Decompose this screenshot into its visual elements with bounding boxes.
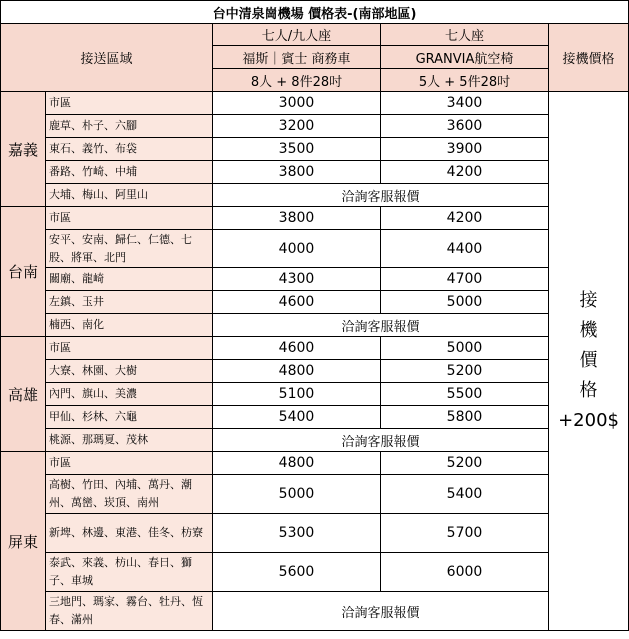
pickup-note-char: 價	[579, 350, 598, 371]
price-cell: 4600	[213, 291, 381, 314]
col2-models: GRANVIA航空椅	[381, 46, 549, 69]
col2-seats: 七人座	[381, 24, 549, 46]
price-cell: 5200	[381, 360, 549, 383]
price-cell: 3900	[381, 138, 549, 161]
area-cell: 楠西、南化	[46, 314, 213, 337]
price-cell: 4200	[381, 207, 549, 230]
pickup-price-header: 接機價格	[549, 24, 629, 92]
pickup-note-amount: +200$	[558, 410, 619, 431]
area-cell: 新埤、林邊、東港、佳冬、枋寮	[46, 514, 213, 553]
pickup-note-char: 機	[579, 320, 598, 341]
col1-seats: 七人/九人座	[213, 24, 381, 46]
pickup-note-char: 接	[579, 290, 598, 311]
price-cell: 4000	[213, 230, 381, 268]
area-cell: 三地門、瑪家、霧台、牡丹、恆春、滿州	[46, 592, 213, 631]
area-cell: 泰武、來義、枋山、春日、獅子、車城	[46, 553, 213, 592]
inquiry-cell: 洽詢客服報價	[213, 184, 549, 207]
price-cell: 3600	[381, 115, 549, 138]
area-cell: 市區	[46, 207, 213, 230]
area-cell: 大埔、梅山、阿里山	[46, 184, 213, 207]
area-cell: 市區	[46, 92, 213, 115]
price-cell: 3000	[213, 92, 381, 115]
price-cell: 5100	[213, 383, 381, 406]
inquiry-cell: 洽詢客服報價	[213, 429, 549, 452]
pickup-surcharge-note	[549, 92, 629, 631]
price-cell: 5400	[381, 475, 549, 514]
price-cell: 5600	[213, 553, 381, 592]
price-cell: 4400	[381, 230, 549, 268]
area-cell: 大寮、林園、大樹	[46, 360, 213, 383]
col1-models: 福斯｜賓士 商務車	[213, 46, 381, 69]
price-cell: 6000	[381, 553, 549, 592]
region-name: 屏東	[1, 452, 46, 631]
area-cell: 鹿草、朴子、六腳	[46, 115, 213, 138]
price-cell: 5200	[381, 452, 549, 475]
price-cell: 5000	[213, 475, 381, 514]
table-title: 台中清泉崗機場 價格表-(南部地區)	[1, 1, 629, 24]
area-cell: 甲仙、杉林、六龜	[46, 406, 213, 429]
area-cell: 桃源、那瑪夏、茂林	[46, 429, 213, 452]
price-cell: 4800	[213, 360, 381, 383]
col2-capacity: 5人 + 5件28吋	[381, 69, 549, 92]
price-cell: 5700	[381, 514, 549, 553]
price-cell: 3500	[213, 138, 381, 161]
price-cell: 4600	[213, 337, 381, 360]
price-cell: 4200	[381, 161, 549, 184]
inquiry-cell: 洽詢客服報價	[213, 592, 549, 631]
area-cell: 左鎮、玉井	[46, 291, 213, 314]
region-name: 高雄	[1, 337, 46, 452]
price-cell: 3800	[213, 207, 381, 230]
price-cell: 3200	[213, 115, 381, 138]
price-cell: 4800	[213, 452, 381, 475]
area-cell: 關廟、龍崎	[46, 268, 213, 291]
col1-capacity: 8人 + 8件28吋	[213, 69, 381, 92]
area-cell: 安平、安南、歸仁、仁德、七股、將軍、北門	[46, 230, 213, 268]
price-cell: 5500	[381, 383, 549, 406]
price-cell: 4700	[381, 268, 549, 291]
area-cell: 番路、竹崎、中埔	[46, 161, 213, 184]
price-cell: 5800	[381, 406, 549, 429]
price-cell: 5000	[381, 337, 549, 360]
area-cell: 高樹、竹田、內埔、萬丹、潮州、萬巒、崁頂、南州	[46, 475, 213, 514]
area-cell: 東石、義竹、布袋	[46, 138, 213, 161]
price-cell: 5000	[381, 291, 549, 314]
region-name: 嘉義	[1, 92, 46, 207]
price-cell: 5300	[213, 514, 381, 553]
area-cell: 市區	[46, 337, 213, 360]
area-cell: 內門、旗山、美濃	[46, 383, 213, 406]
pickup-note-char: 格	[579, 380, 598, 401]
price-cell: 3800	[213, 161, 381, 184]
price-cell: 3400	[381, 92, 549, 115]
area-header: 接送區域	[1, 24, 213, 92]
area-cell: 市區	[46, 452, 213, 475]
region-name: 台南	[1, 207, 46, 337]
price-cell: 4300	[213, 268, 381, 291]
price-cell: 5400	[213, 406, 381, 429]
inquiry-cell: 洽詢客服報價	[213, 314, 549, 337]
